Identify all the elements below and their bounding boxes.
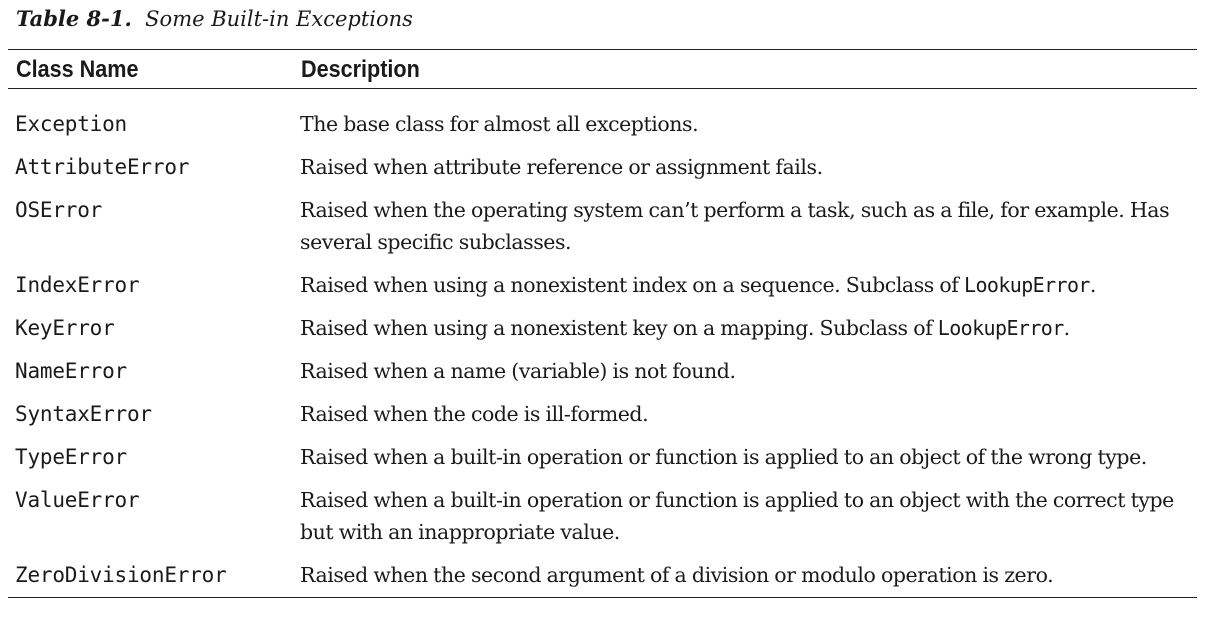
table-row (8, 312, 1197, 355)
table-row (8, 484, 1197, 559)
description-text: Raised when using a nonexistent key on a mapping. Subclass of (300, 316, 938, 340)
column-header-description: Description (301, 56, 420, 83)
description-cell: Raised when the operating system can’t perform a task, such as a file, for example. Has several specific subclasses. (300, 198, 1170, 254)
class-name-cell: TypeError (15, 445, 127, 469)
description-cell: Raised when the second argument of a division or modulo operation is zero. (300, 563, 1054, 587)
table-row (8, 355, 1197, 398)
description-cell: The base class for almost all exceptions. (300, 112, 699, 136)
table-caption (16, 4, 413, 34)
table-number: Table 8-1. (16, 6, 132, 31)
table-row (8, 559, 1197, 591)
description-cell: Raised when a built-in operation or function is applied to an object with the correct type but with an inappropriate value. (300, 488, 1174, 544)
table-row (8, 398, 1197, 441)
class-name-cell: KeyError (15, 316, 115, 340)
class-name-cell: ZeroDivisionError (15, 563, 227, 587)
class-name-cell: IndexError (15, 273, 140, 297)
code-reference: LookupError (964, 273, 1090, 297)
table-row (8, 108, 1197, 151)
class-name-cell: ValueError (15, 488, 140, 512)
description-text: Raised when using a nonexistent index on a sequence. Subclass of (300, 273, 965, 297)
table-bottom-rule (8, 597, 1197, 598)
column-header-class-name: Class Name (16, 56, 139, 83)
description-cell (300, 269, 1180, 301)
description-cell: Raised when a built-in operation or function is applied to an object of the wrong type. (300, 445, 1147, 469)
description-cell: Raised when a name (variable) is not found. (300, 359, 736, 383)
table-header (8, 50, 1197, 89)
class-name-cell: OSError (15, 198, 103, 222)
table-body (8, 89, 1197, 591)
description-cell: Raised when attribute reference or assignment fails. (300, 155, 823, 179)
description-cell (300, 312, 1180, 344)
table-row (8, 441, 1197, 484)
description-suffix: . (1089, 273, 1096, 297)
description-cell: Raised when the code is ill-formed. (300, 402, 649, 426)
description-suffix: . (1063, 316, 1070, 340)
table-title: Some Built-in Exceptions (145, 7, 413, 31)
class-name-cell: NameError (15, 359, 127, 383)
table-row (8, 269, 1197, 312)
class-name-cell: SyntaxError (15, 402, 152, 426)
table-row (8, 194, 1197, 269)
exceptions-table (8, 49, 1197, 598)
class-name-cell: AttributeError (15, 155, 190, 179)
table-row (8, 151, 1197, 194)
class-name-cell: Exception (15, 112, 127, 136)
code-reference: LookupError (937, 316, 1064, 340)
